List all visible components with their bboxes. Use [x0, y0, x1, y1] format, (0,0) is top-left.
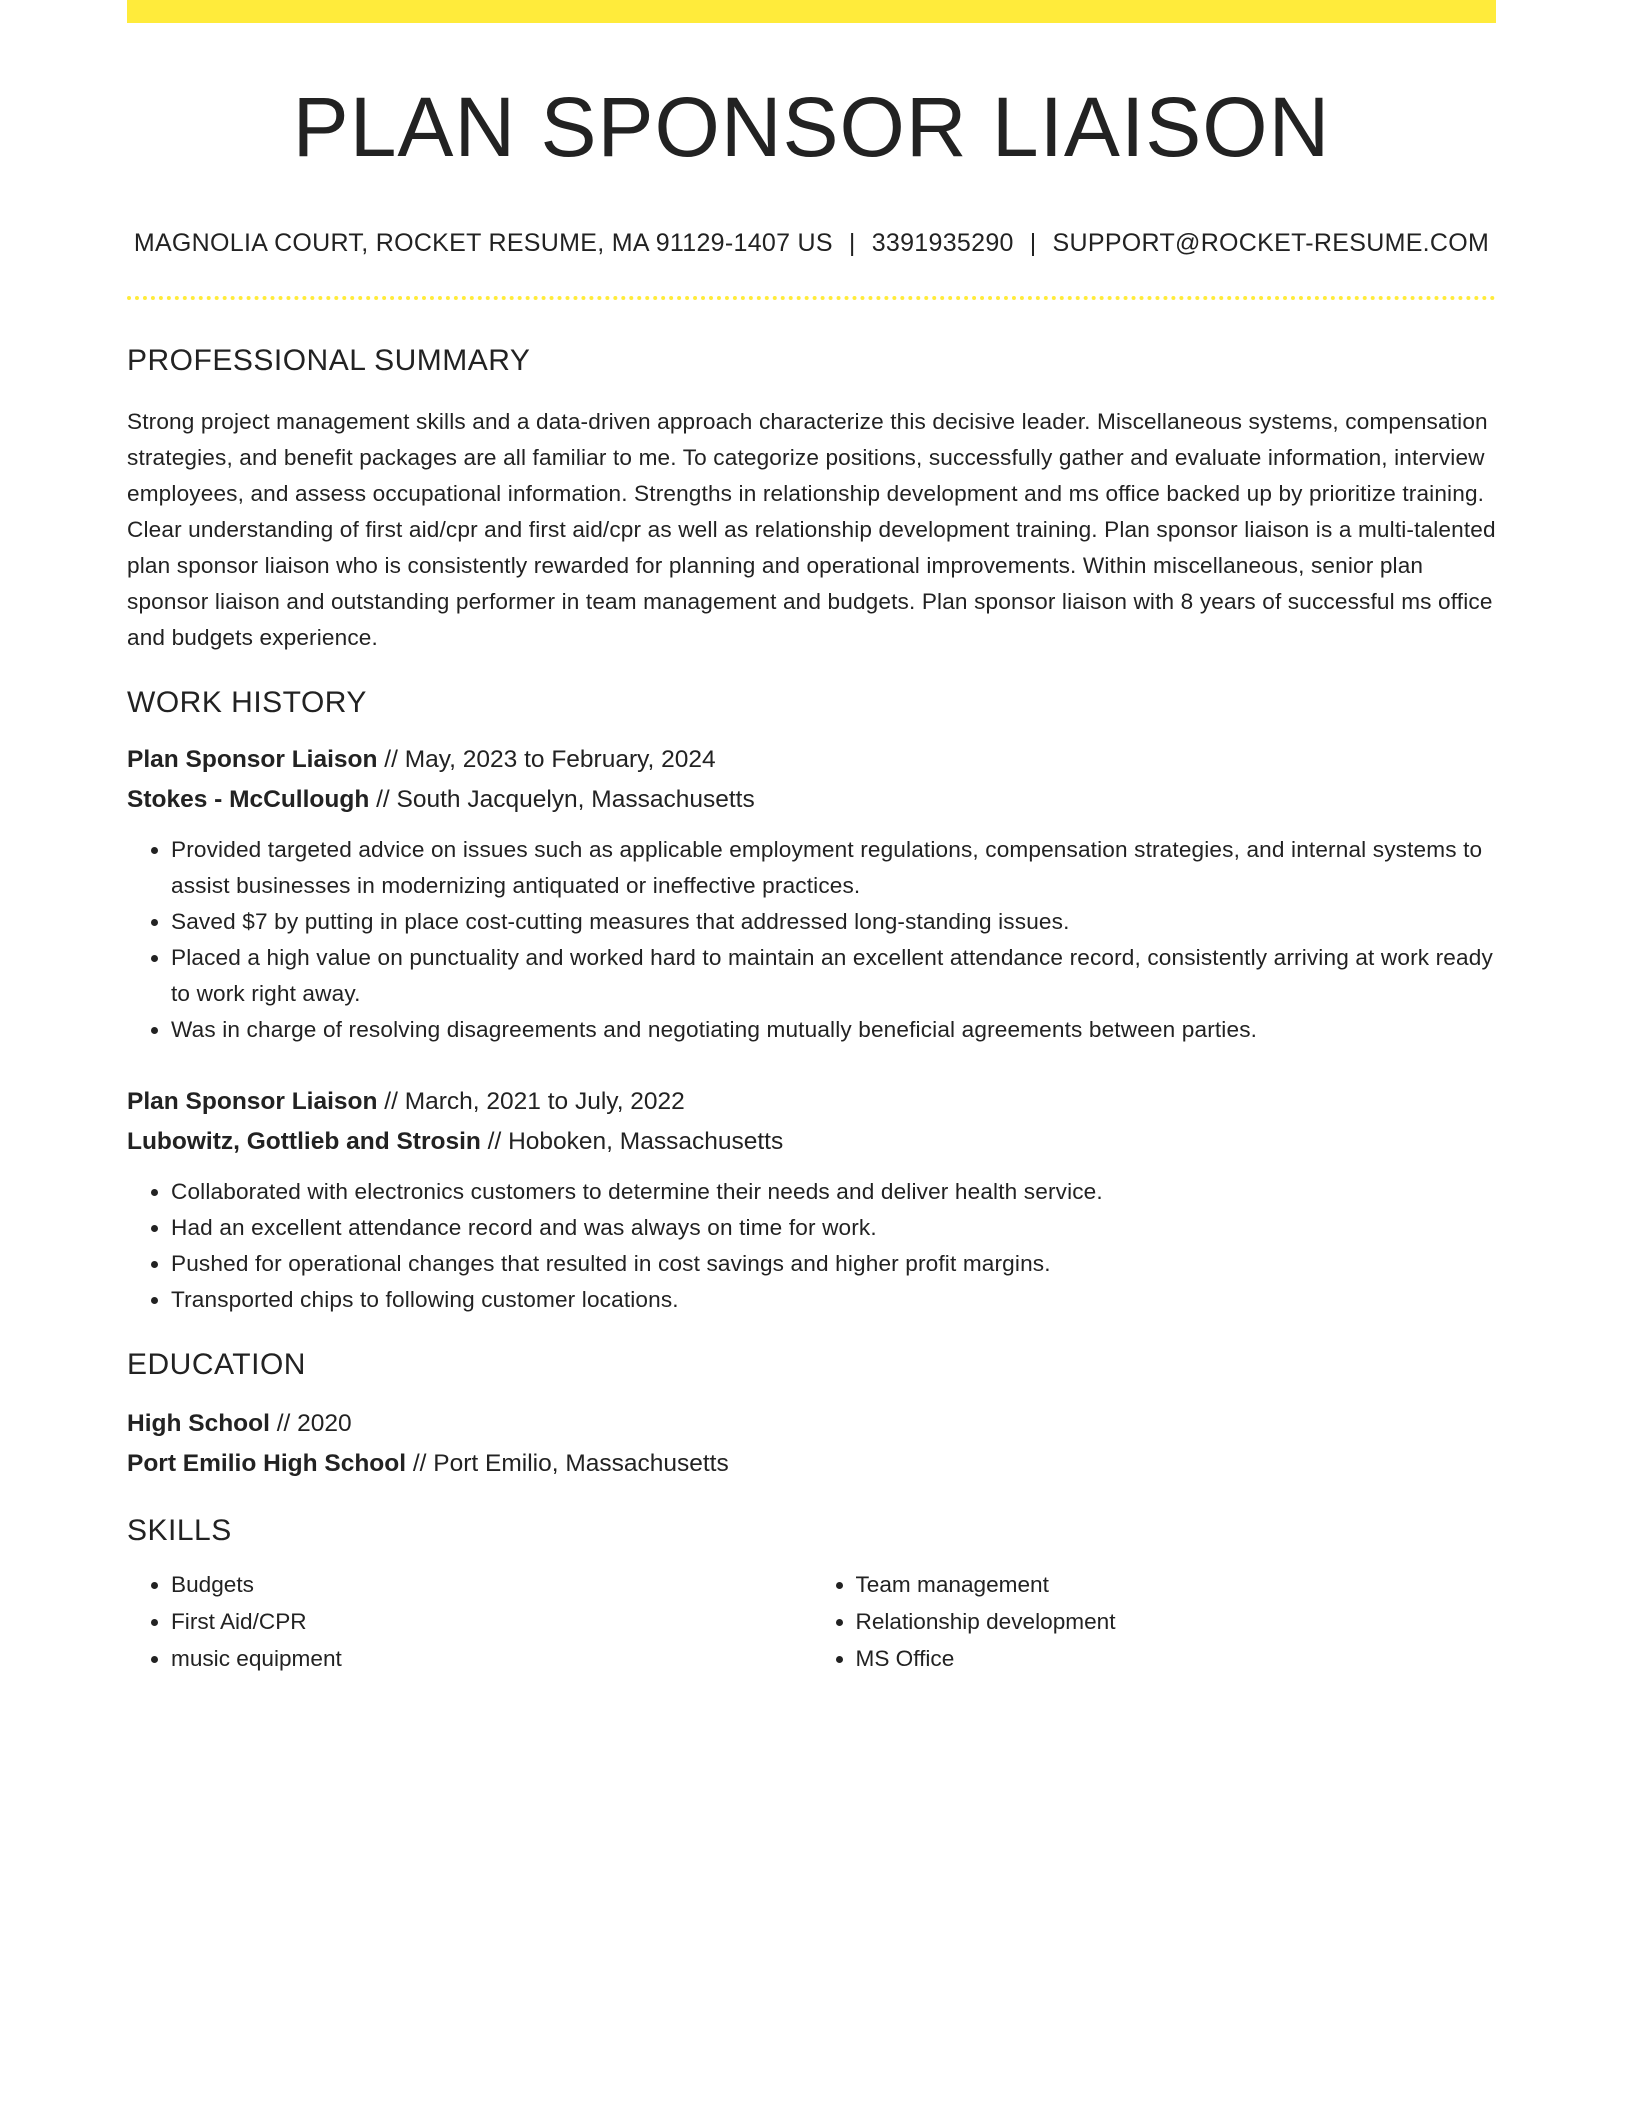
summary-heading: PROFESSIONAL SUMMARY: [127, 344, 531, 378]
contact-line: [127, 229, 1496, 258]
skill-item: • Team management: [856, 1566, 1497, 1603]
list-item: • Pushed for operational changes that resulted in cost savings and higher profit margins.: [171, 1246, 1496, 1282]
skill-item: • music equipment: [171, 1640, 812, 1677]
top-accent-bar: [127, 0, 1496, 23]
job-title-line: [127, 740, 1496, 780]
job-company: Lubowitz, Gottlieb and Strosin: [127, 1128, 481, 1156]
contact-phone: 3391935290: [871, 229, 1014, 258]
education-heading: EDUCATION: [127, 1348, 306, 1382]
job-company: Stokes - McCullough: [127, 786, 370, 814]
skill-item: • MS Office: [856, 1640, 1497, 1677]
job-bullets: [127, 1174, 1496, 1318]
work-history-heading: WORK HISTORY: [127, 686, 367, 720]
education-school-line: [127, 1444, 1496, 1484]
education-year: // 2020: [269, 1410, 352, 1438]
resume-title: PLAN SPONSOR LIAISON: [292, 80, 1331, 174]
education-degree: High School: [127, 1410, 270, 1438]
list-item: • Had an excellent attendance record and was always on time for work.: [171, 1210, 1496, 1246]
job-title: Plan Sponsor Liaison: [127, 746, 378, 774]
job-bullets: [127, 832, 1496, 1048]
education-location: // Port Emilio, Massachusetts: [406, 1450, 729, 1478]
job-title: Plan Sponsor Liaison: [127, 1088, 378, 1116]
skills-list: [127, 1566, 1496, 1677]
job-entry: [127, 1082, 1496, 1318]
job-company-line: [127, 1122, 1496, 1162]
education-school: Port Emilio High School: [127, 1450, 407, 1478]
job-title-line: [127, 1082, 1496, 1122]
dotted-divider: [127, 296, 1496, 300]
job-company-line: [127, 780, 1496, 820]
list-item: • Saved $7 by putting in place cost-cutting measures that addressed long-standing issues.: [171, 904, 1496, 940]
skills-column-right: [812, 1566, 1497, 1677]
skill-item: • Budgets: [171, 1566, 812, 1603]
contact-address: MAGNOLIA COURT, ROCKET RESUME, MA 91129-1407 US: [133, 229, 833, 258]
skills-column-left: [127, 1566, 812, 1677]
list-item: • Collaborated with electronics customers to determine their needs and deliver health service.: [171, 1174, 1496, 1210]
skill-item: • Relationship development: [856, 1603, 1497, 1640]
skill-item: • First Aid/CPR: [171, 1603, 812, 1640]
education-entry: [127, 1404, 1496, 1484]
contact-separator: |: [848, 229, 856, 258]
summary-text: Strong project management skills and a data-driven approach characterize this decisive leader. Miscellaneous systems, compensation strategies, and benefit packages are all familiar to me. To categorize positions, successfully gather and evaluate information, interview employees, and assess occupational information. Strengths in relationship development and ms office backed up by prioritize training. Clear understanding of first aid/cpr and first aid/cpr as well as relationship development training. Plan sponsor liaison is a multi-talented plan sponsor liaison who is consistently rewarded for planning and operational improvements. Within miscellaneous, senior plan sponsor liaison and outstanding performer in team management and budgets. Plan sponsor liaison with 8 years of successful ms office and budgets experience.: [127, 409, 1496, 651]
job-entry: [127, 740, 1496, 1048]
list-item: • Placed a high value on punctuality and worked hard to maintain an excellent attendance record, consistently arriving at work ready to work right away.: [171, 940, 1496, 1012]
skills-heading: SKILLS: [127, 1514, 232, 1548]
job-location: // South Jacquelyn, Massachusetts: [369, 786, 755, 814]
list-item: • Transported chips to following customer locations.: [171, 1282, 1496, 1318]
contact-separator: |: [1029, 229, 1037, 258]
list-item: • Provided targeted advice on issues such as applicable employment regulations, compensation strategies, and internal systems to assist businesses in modernizing antiquated or ineffective practices.: [171, 832, 1496, 904]
list-item: • Was in charge of resolving disagreements and negotiating mutually beneficial agreements between parties.: [171, 1012, 1496, 1048]
job-location: // Hoboken, Massachusetts: [480, 1128, 784, 1156]
job-dates: // March, 2021 to July, 2022: [377, 1088, 685, 1116]
job-dates: // May, 2023 to February, 2024: [377, 746, 716, 774]
education-degree-line: [127, 1404, 1496, 1444]
resume-page: [127, 0, 1496, 1677]
contact-email: SUPPORT@ROCKET-RESUME.COM: [1052, 229, 1490, 258]
